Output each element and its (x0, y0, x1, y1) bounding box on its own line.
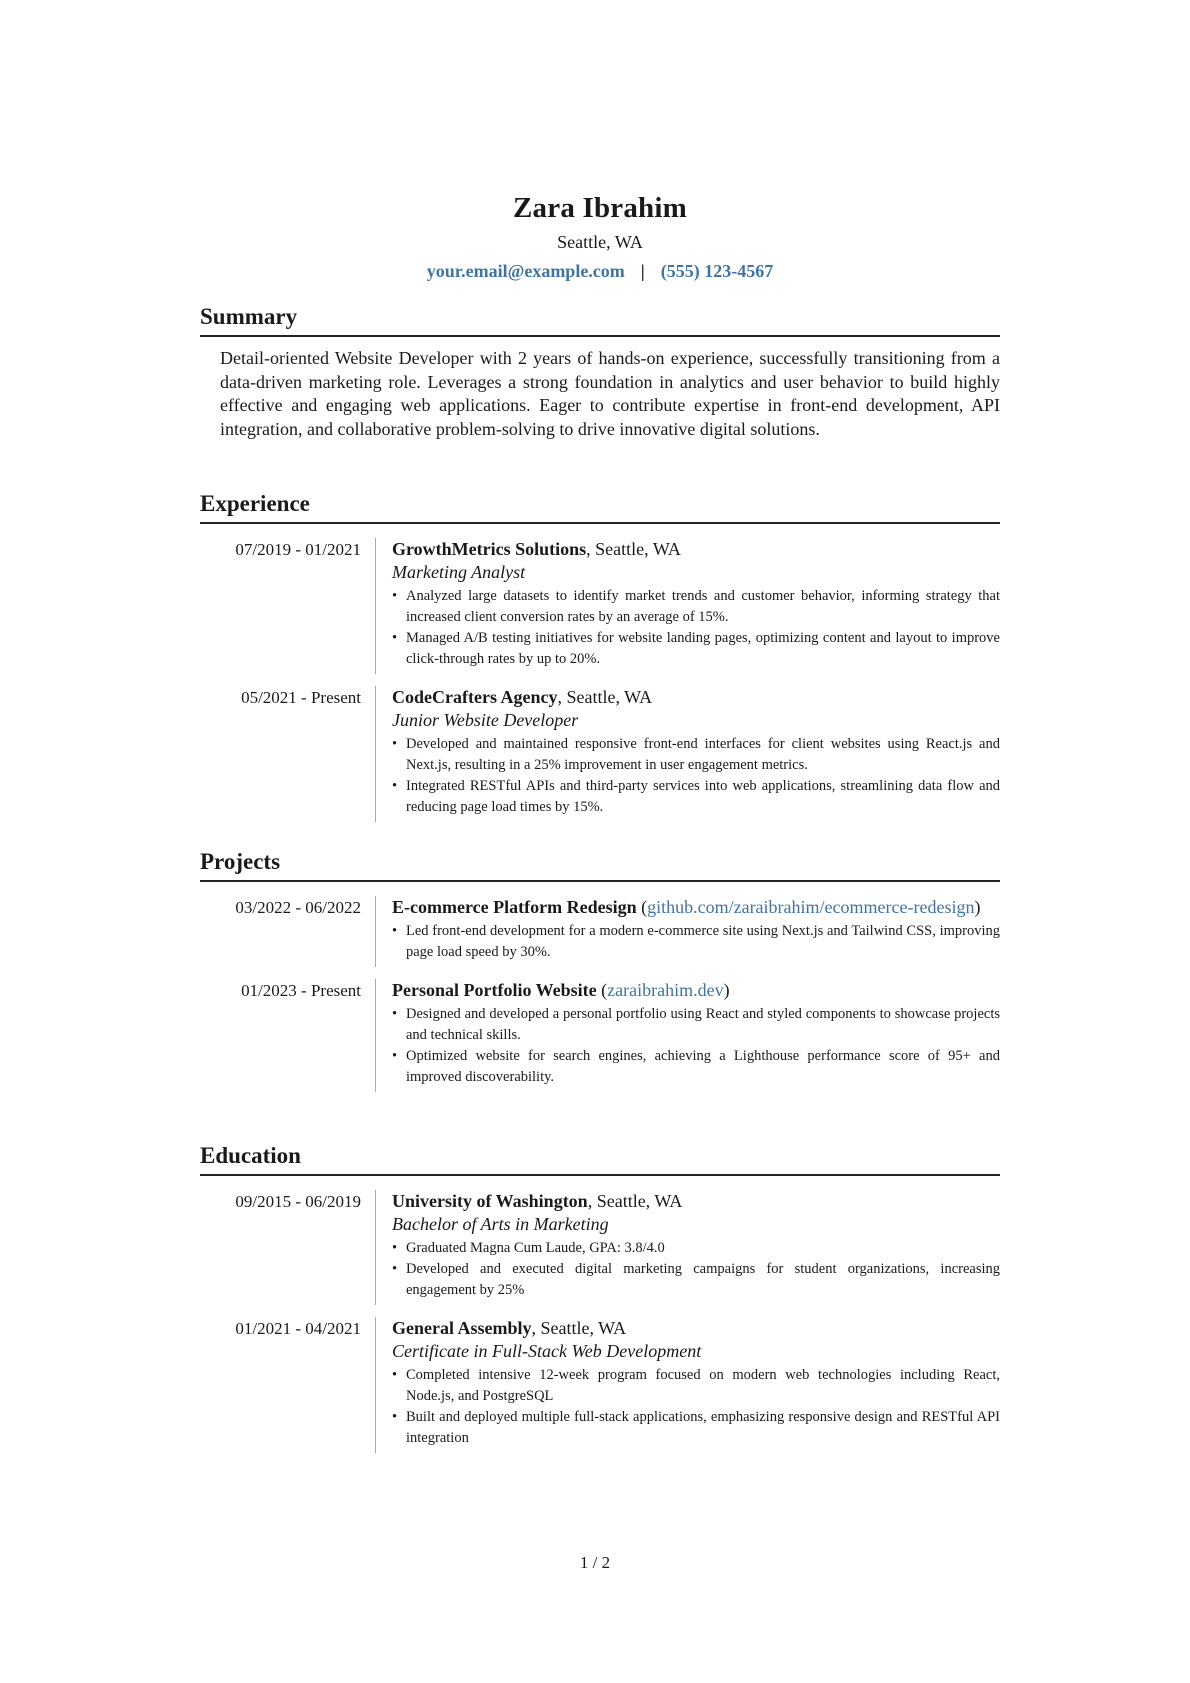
project-entry (200, 896, 1000, 967)
entry-org: CodeCrafters Agency (392, 687, 558, 707)
entry-body (375, 538, 1000, 674)
bullet-item: • Optimized website for search engines, achieving a Lighthouse performance score of 95+ and improved discoverability. (392, 1046, 1000, 1088)
entry-bullets (392, 586, 1000, 670)
summary-section (200, 303, 1000, 441)
project-entry (200, 979, 1000, 1092)
summary-text: Detail-oriented Website Developer with 2 years of hands-on experience, successfully transitioning from a data-driven marketing role. Leverages a strong foundation in analytics and user behavior to build highly effective and engaging web applications. Eager to contribute expertise in front-end development, API integration, and collaborative problem-solving to drive innovative digital solutions. (220, 348, 1000, 439)
entry-degree: Certificate in Full-Stack Web Development (392, 1341, 702, 1361)
bullet-item: • Designed and developed a personal portfolio using React and styled components to showcase projects and technical skills. (392, 1004, 1000, 1046)
entry-body (375, 1190, 1000, 1305)
entry-date: 07/2019 - 01/2021 (235, 540, 361, 559)
contact-separator: | (640, 261, 645, 281)
education-section (200, 1142, 1000, 1453)
email-link[interactable]: your.email@example.com (426, 261, 625, 281)
experience-section (200, 490, 1000, 822)
project-link[interactable]: github.com/zaraibrahim/ecommerce-redesign (647, 897, 975, 917)
education-entry (200, 1190, 1000, 1305)
education-entry (200, 1317, 1000, 1453)
bullet-item: • Led front-end development for a modern e-commerce site using Next.js and Tailwind CSS, improving page load speed by 30%. (392, 921, 1000, 963)
candidate-location: Seattle, WA (557, 232, 643, 252)
entry-location: , Seattle, WA (531, 1318, 627, 1338)
entry-heading (392, 686, 1000, 709)
page-number: 1 / 2 (579, 1553, 611, 1572)
experience-entry (200, 686, 1000, 822)
section-title-education: Education (200, 1142, 1000, 1176)
entry-role: Junior Website Developer (392, 710, 579, 730)
entry-location: , Seattle, WA (557, 687, 653, 707)
entry-location: , Seattle, WA (586, 539, 681, 559)
project-name: E-commerce Platform Redesign (392, 897, 637, 917)
bullet-item: • Analyzed large datasets to identify market trends and customer behavior, informing strategy that increased client conversion rates by an average of 15%. (392, 586, 1000, 628)
section-title-experience: Experience (200, 490, 1000, 524)
entry-heading (392, 538, 1000, 561)
entry-location: , Seattle, WA (587, 1191, 683, 1211)
section-title-projects: Projects (200, 848, 1000, 882)
entry-body (375, 979, 1000, 1092)
entry-heading (392, 1190, 1000, 1213)
entry-heading (392, 1317, 1000, 1340)
bullet-item: • Built and deployed multiple full-stack applications, emphasizing responsive design and RESTful API integration (392, 1407, 1000, 1449)
entry-bullets (392, 1365, 1000, 1449)
contact-line (200, 259, 1000, 283)
entry-org: University of Washington (392, 1191, 588, 1211)
section-title-summary: Summary (200, 303, 1000, 337)
entry-bullets (392, 1004, 1000, 1088)
project-heading: Personal Portfolio Website (zaraibrahim.dev) (392, 980, 730, 1000)
bullet-item: • Completed intensive 12-week program focused on modern web technologies including React, Node.js, and PostgreSQL (392, 1365, 1000, 1407)
entry-org: GrowthMetrics Solutions (392, 539, 587, 559)
entry-degree: Bachelor of Arts in Marketing (392, 1214, 609, 1234)
bullet-item: • Developed and maintained responsive front-end interfaces for client websites using React.js and Next.js, resulting in a 25% improvement in user engagement metrics. (392, 734, 1000, 776)
bullet-item: • Integrated RESTful APIs and third-party services into web applications, streamlining data flow and reducing page load times by 15%. (392, 776, 1000, 818)
bullet-item: • Graduated Magna Cum Laude, GPA: 3.8/4.0 (392, 1238, 1000, 1259)
entry-body (375, 1317, 1000, 1453)
projects-section (200, 848, 1000, 1092)
candidate-name: Zara Ibrahim (513, 192, 687, 224)
entry-date: 01/2021 - 04/2021 (235, 1319, 361, 1338)
project-name: Personal Portfolio Website (392, 980, 597, 1000)
entry-bullets (392, 734, 1000, 818)
entry-date: 09/2015 - 06/2019 (235, 1192, 361, 1211)
entry-date: 05/2021 - Present (241, 688, 361, 707)
entry-bullets (392, 1238, 1000, 1301)
entry-date: 03/2022 - 06/2022 (235, 898, 361, 917)
bullet-item: • Developed and executed digital marketing campaigns for student organizations, increasing engagement by 25% (392, 1259, 1000, 1301)
entry-body (375, 896, 1000, 967)
resume-header (200, 190, 1000, 283)
bullet-item: • Managed A/B testing initiatives for website landing pages, optimizing content and layout to improve click-through rates by up to 20%. (392, 628, 1000, 670)
entry-role: Marketing Analyst (392, 562, 526, 582)
experience-entry (200, 538, 1000, 674)
project-heading: E-commerce Platform Redesign (github.com/zaraibrahim/ecommerce-redesign) (392, 897, 981, 917)
entry-date: 01/2023 - Present (241, 981, 361, 1000)
entry-body (375, 686, 1000, 822)
entry-bullets (392, 921, 1000, 963)
entry-org: General Assembly (392, 1318, 532, 1338)
project-link[interactable]: zaraibrahim.dev (607, 980, 724, 1000)
phone-link[interactable]: (555) 123-4567 (660, 261, 774, 281)
